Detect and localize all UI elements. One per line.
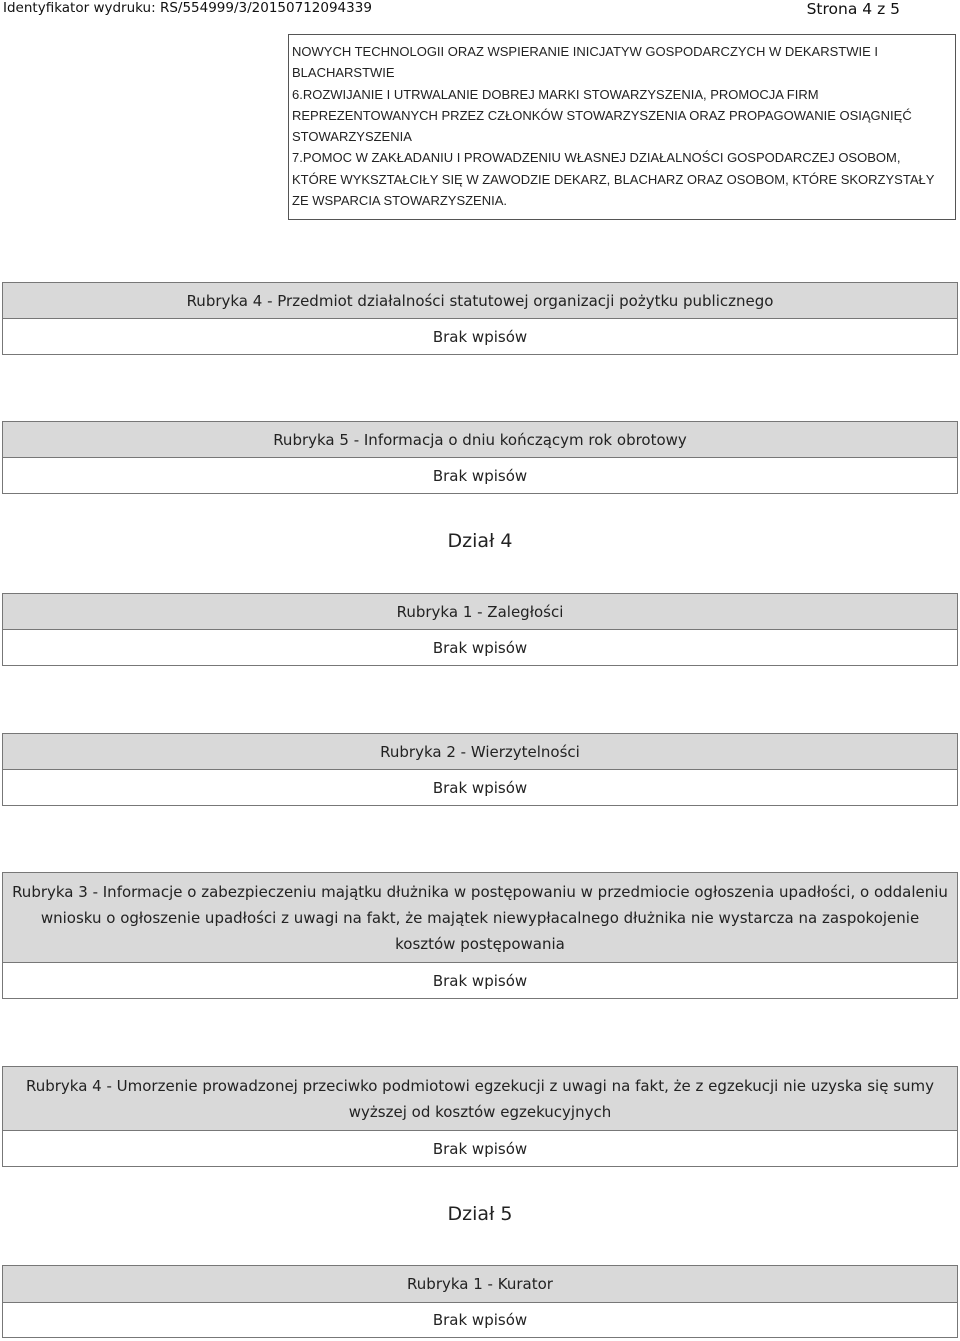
section-body: Brak wpisów bbox=[3, 1303, 957, 1337]
section-body: Brak wpisów bbox=[3, 630, 957, 665]
objects-line: ZE WSPARCIA STOWARZYSZENIA. bbox=[292, 193, 508, 209]
section-body: Brak wpisów bbox=[3, 770, 957, 805]
dzial-heading: Dział 5 bbox=[447, 1203, 513, 1225]
section-body: Brak wpisów bbox=[3, 458, 957, 493]
section-title: Rubryka 4 - Umorzenie prowadzonej przeciwko podmiotowi egzekucji z uwagi na fakt, że z egzekucji nie uzyska się sumy wyższej od kosztów egzekucyjnych bbox=[3, 1067, 957, 1131]
section-umorzenie-egzekucji bbox=[2, 1066, 958, 1167]
section-rubryka-5-fiscal-year bbox=[2, 421, 958, 494]
section-body: Brak wpisów bbox=[3, 1131, 957, 1166]
section-body: Brak wpisów bbox=[3, 319, 957, 354]
section-wierzytelnosci bbox=[2, 733, 958, 806]
section-title: Rubryka 4 - Przedmiot działalności statutowej organizacji pożytku publicznego bbox=[3, 283, 957, 319]
objects-line: 7.POMOC W ZAKŁADANIU I PROWADZENIU WŁASNEJ DZIAŁALNOŚCI GOSPODARCZEJ OSOBOM, bbox=[292, 150, 901, 166]
print-identifier: Identyfikator wydruku: RS/554999/3/20150712094339 bbox=[3, 0, 372, 16]
objects-line: STOWARZYSZENIA bbox=[292, 129, 412, 145]
section-title: Rubryka 1 - Kurator bbox=[3, 1266, 957, 1303]
section-title: Rubryka 2 - Wierzytelności bbox=[3, 734, 957, 770]
section-kurator bbox=[2, 1265, 958, 1338]
dzial-heading: Dział 4 bbox=[447, 530, 513, 552]
section-title: Rubryka 1 - Zaległości bbox=[3, 594, 957, 630]
section-rubryka-4-opp bbox=[2, 282, 958, 355]
section-zaleglosci bbox=[2, 593, 958, 666]
statutory-objects-box bbox=[288, 34, 956, 220]
section-body: Brak wpisów bbox=[3, 963, 957, 998]
section-title: Rubryka 5 - Informacja o dniu kończącym rok obrotowy bbox=[3, 422, 957, 458]
objects-line: KTÓRE WYKSZTAŁCIŁY SIĘ W ZAWODZIE DEKARZ, BLACHARZ ORAZ OSOBOM, KTÓRE SKORZYSTAŁY bbox=[292, 171, 935, 187]
objects-line: NOWYCH TECHNOLOGII ORAZ WSPIERANIE INICJATYW GOSPODARCZYCH W DEKARSTWIE I bbox=[292, 44, 879, 59]
section-title: Rubryka 3 - Informacje o zabezpieczeniu majątku dłużnika w postępowaniu w przedmiocie ogłoszenia upadłości, o oddaleniu wniosku o ogłoszenie upadłości z uwagi na fakt, że majątek niewypłacalnego dłużnika nie wystarcza na zaspokojenie kosztów postępowania bbox=[3, 873, 957, 963]
objects-line: 6.ROZWIJANIE I UTRWALANIE DOBREJ MARKI STOWARZYSZENIA, PROMOCJA FIRM bbox=[292, 86, 819, 102]
section-zabezpieczenie-majatku bbox=[2, 872, 958, 999]
objects-line: REPREZENTOWANYCH PRZEZ CZŁONKÓW STOWARZYSZENIA ORAZ PROPAGOWANIE OSIĄGNIĘĆ bbox=[292, 107, 912, 123]
objects-line: BLACHARSTWIE bbox=[292, 65, 395, 81]
page-number: Strona 4 z 5 bbox=[806, 0, 900, 18]
